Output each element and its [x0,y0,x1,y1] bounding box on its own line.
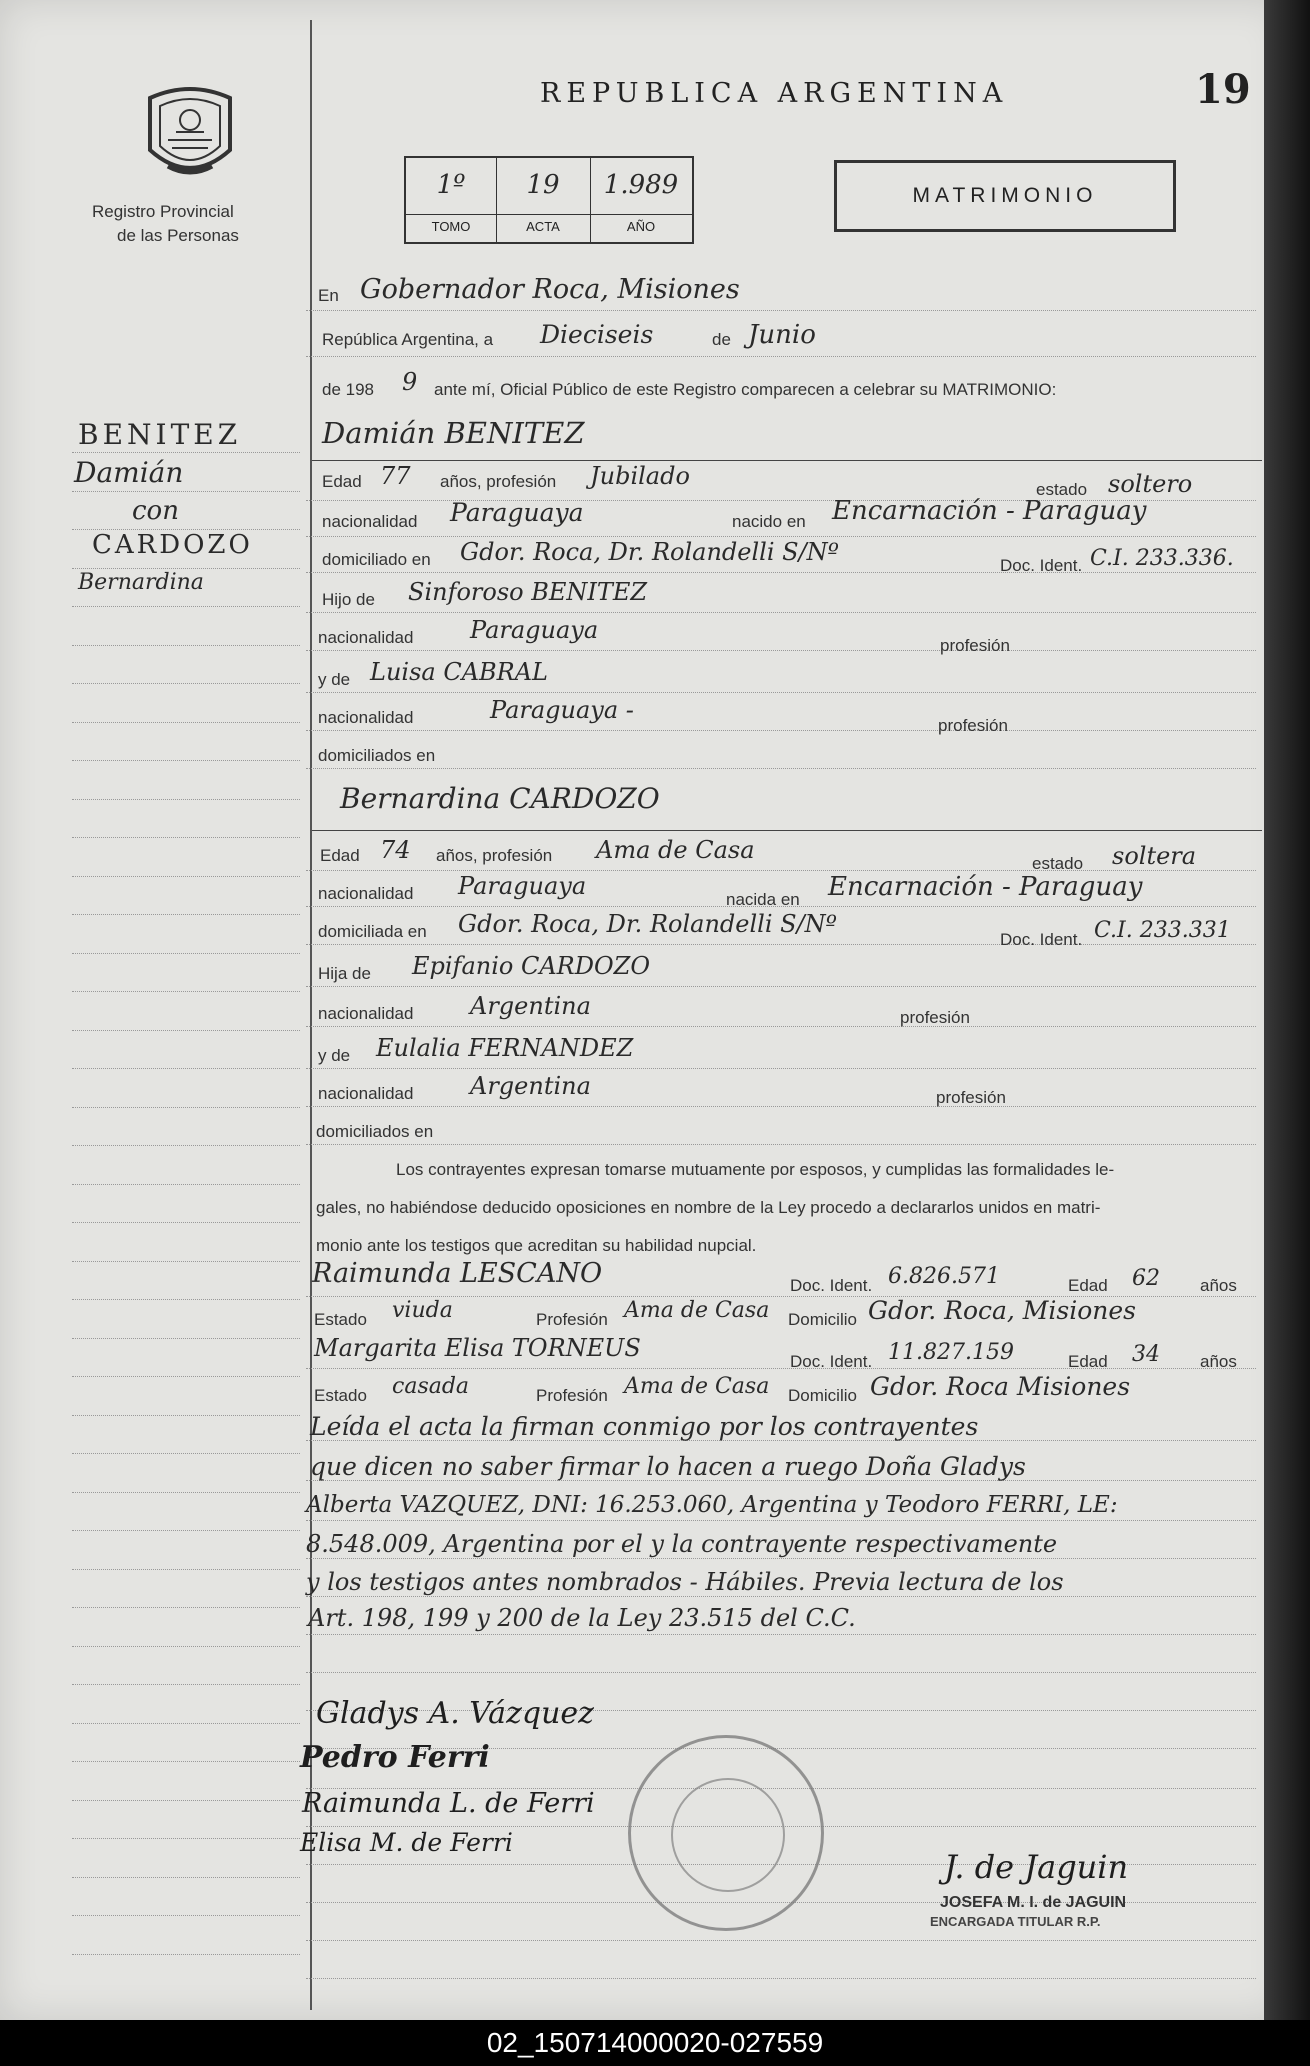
main-rule [306,1940,1256,1941]
witness1-profesion-label: Profesión [536,1310,608,1329]
groom-mother-nac: Paraguaya - [490,696,634,724]
witness2-doc: 11.827.159 [888,1340,1014,1365]
main-rule [306,1026,1256,1027]
witness2-name: Margarita Elisa TORNEUS [314,1334,641,1362]
bride-father: Epifanio CARDOZO [412,952,650,980]
bride-father-nac: Argentina [470,992,591,1020]
groom-nacido-label: nacido en [732,512,806,531]
groom-edad: 77 [380,462,411,490]
bride-domicilio-label: domiciliada en [318,922,427,941]
bride-nacionalidad: Paraguaya [458,872,587,900]
place-value: Gobernador Roca, Misiones [360,274,740,305]
year-cell [590,158,692,242]
bride-doc-label: Doc. Ident. [1000,930,1083,949]
groom-nac-label: nacionalidad [322,512,418,531]
bride-nacida: Encarnación - Paraguay [828,872,1143,902]
margin-rule [72,683,300,684]
tomo-value: 1º [436,170,466,200]
witness1-domicilio-label: Domicilio [788,1310,857,1329]
tomo-label: TOMO [406,214,496,234]
witness2-domicilio-label: Domicilio [788,1386,857,1405]
witness1-edad-label: Edad [1068,1276,1108,1295]
groom-doc-label: Doc. Ident. [1000,556,1083,575]
witness2-profesion-label: Profesión [536,1386,608,1405]
witness1-doc-label: Doc. Ident. [790,1276,873,1295]
official-name: JOSEFA M. I. de JAGUIN [940,1894,1127,1911]
groom-estado: soltero [1108,470,1193,498]
bride-domiciliados-label: domiciliados en [316,1122,434,1141]
en-label: En [318,286,339,305]
margin-rule [72,1684,300,1685]
bride-profesion-label: años, profesión [436,846,553,865]
margin-rule [72,1184,300,1185]
main-rule [306,1144,1256,1145]
groom-edad-label: Edad [322,472,362,491]
witness2-anos-label: años [1200,1352,1237,1371]
country-title: REPUBLICA ARGENTINA [540,78,1009,109]
groom-nacido: Encarnación - Paraguay [832,496,1147,526]
bride-profesion: Ama de Casa [596,836,755,864]
main-rule [306,356,1256,357]
margin-rule [72,1723,300,1724]
witness1-estado: viuda [392,1298,453,1323]
notes-line2: que dicen no saber firmar lo hacen a ruego Doña Gladys [310,1452,1026,1481]
notes-line1: Leída el acta la firman conmigo por los contrayentes [310,1412,979,1441]
witness2-profesion: Ama de Casa [624,1374,770,1399]
margin-rule [72,1530,300,1531]
month-value: Junio [748,320,816,350]
acta-label: ACTA [496,214,590,234]
bride-separator [312,830,1262,831]
bride-edad: 74 [380,836,411,864]
main-rule [306,572,1256,573]
margin-rule [72,1107,300,1108]
notes-line4: 8.548.009, Argentina por el y la contrayente respectivamente [306,1530,1058,1558]
margin-bride-name: Bernardina [78,570,204,595]
main-rule [306,944,1256,945]
main-rule [306,1634,1256,1635]
margin-rule [72,491,300,492]
margin-rule [72,1877,300,1878]
margin-rule [72,1954,300,1955]
margin-rule [72,1800,300,1801]
bride-father-prof-label: profesión [900,1008,970,1027]
groom-domicilio-label: domiciliado en [322,550,431,569]
margin-rule [72,914,300,915]
groom-separator [312,460,1262,461]
margin-rule [72,568,300,569]
official-stamp [628,1735,824,1931]
groom-profesion-label: años, profesión [440,472,557,491]
declaration-line1: Los contrayentes expresan tomarse mutuamente por esposos, y cumplidas las formalidades le- [396,1160,1115,1179]
province-seal-icon [140,80,240,188]
margin-rule [72,760,300,761]
bride-nac-label: nacionalidad [318,884,414,903]
margin-groom-name: Damián [74,456,184,489]
main-rule [306,612,1256,613]
witness1-name: Raimunda LESCANO [312,1258,603,1289]
witness1-estado-label: Estado [314,1310,367,1329]
witness1-profesion: Ama de Casa [624,1298,770,1323]
year-digit: 9 [402,368,418,396]
bride-mother-nac: Argentina [470,1072,591,1100]
acta-cell [496,158,591,242]
acta-value: 19 [526,170,560,200]
margin-rule [72,1415,300,1416]
record-type-box: MATRIMONIO [834,160,1176,232]
margin-rule [72,991,300,992]
groom-mother-prof-label: profesión [938,716,1008,735]
margin-rule [72,1068,300,1069]
groom-father-nac: Paraguaya [470,616,599,644]
margin-bride-surname: CARDOZO [92,530,253,560]
margin-rule [72,1030,300,1031]
margin-separator [310,20,312,2010]
margin-rule [72,1222,300,1223]
bride-doc: C.I. 233.331 [1094,918,1231,943]
intro-statement: ante mí, Oficial Público de este Registro comparecen a celebrar su MATRIMONIO: [434,380,1057,399]
main-rule [306,1558,1256,1559]
witness2-edad: 34 [1132,1342,1160,1367]
witness1-doc: 6.826.571 [888,1264,1000,1289]
witness2-estado-label: Estado [314,1386,367,1405]
margin-rule [72,1145,300,1146]
bride-mother-nac-label: nacionalidad [318,1084,414,1103]
main-rule [306,1978,1256,1979]
main-rule [306,650,1256,651]
groom-mother: Luisa CABRAL [370,658,548,686]
groom-mother-label: y de [318,670,351,689]
notes-line3: Alberta VAZQUEZ, DNI: 16.253.060, Argentina y Teodoro FERRI, LE: [306,1492,1118,1518]
margin-rule [72,1492,300,1493]
bride-mother-prof-label: profesión [936,1088,1006,1107]
margin-rule [72,1569,300,1570]
registry-name-line1: Registro Provincial [92,202,234,221]
margin-groom-surname: BENITEZ [78,418,242,451]
witness1-domicilio: Gdor. Roca, Misiones [868,1296,1136,1325]
signature-raimunda: Raimunda L. de Ferri [302,1788,595,1819]
margin-rule [72,1838,300,1839]
main-rule [306,1672,1256,1673]
year-label: AÑO [590,214,692,234]
margin-rule [72,1453,300,1454]
main-rule [306,986,1256,987]
stamp-center [671,1778,785,1892]
bride-estado-label: estado [1032,854,1084,873]
groom-mother-nac-label: nacionalidad [318,708,414,727]
groom-doc: C.I. 233.336. [1090,546,1234,571]
declaration-line2: gales, no habiéndose deducido oposiciones en nombre de la Ley procedo a declararlos unidos en matri- [316,1198,1101,1217]
official-title: ENCARGADA TITULAR R.P. [930,1914,1101,1929]
margin-rule [72,837,300,838]
bride-father-nac-label: nacionalidad [318,1004,414,1023]
main-rule [306,1596,1256,1597]
margin-con: con [132,496,179,526]
act-reference-box [404,156,694,244]
bride-mother: Eulalia FERNANDEZ [376,1034,634,1062]
margin-rule [72,452,300,453]
signature-pedro-ferri: Pedro Ferri [300,1740,490,1775]
groom-estado-label: estado [1036,480,1088,499]
registry-name-line2: de las Personas [117,226,239,245]
margin-rule [72,722,300,723]
groom-domicilio: Gdor. Roca, Dr. Rolandelli S/Nº [460,538,839,566]
signature-elisa: Elisa M. de Ferri [300,1828,513,1857]
margin-rule [72,1376,300,1377]
image-id-footer: 02_150714000020-027559 [0,2020,1310,2066]
notes-line5: y los testigos antes nombrados - Hábiles. Previa lectura de los [306,1568,1064,1596]
bride-nacida-label: nacida en [726,890,800,909]
main-rule [306,1520,1256,1521]
groom-profesion: Jubilado [590,462,690,490]
main-rule [306,730,1256,731]
margin-rule [72,799,300,800]
margin-rule [72,1338,300,1339]
margin-rule [72,1646,300,1647]
margin-rule [72,529,300,530]
groom-father-nac-label: nacionalidad [318,628,414,647]
margin-rule [72,1915,300,1916]
official-signature: J. de Jaguin [944,1848,1129,1886]
republica-label: República Argentina, a [322,330,494,349]
witness2-estado: casada [392,1374,470,1399]
main-rule [306,870,1256,871]
groom-father-label: Hijo de [322,590,375,609]
margin-rule [72,1607,300,1608]
margin-rule [72,876,300,877]
main-rule [306,1368,1256,1369]
witness2-domicilio: Gdor. Roca Misiones [870,1372,1131,1401]
book-spine [1264,0,1310,2020]
main-rule [306,1068,1256,1069]
witness2-doc-label: Doc. Ident. [790,1352,873,1371]
groom-name: Damián BENITEZ [322,416,585,450]
main-rule [306,536,1256,537]
groom-father-prof-label: profesión [940,636,1010,655]
groom-father: Sinforoso BENITEZ [408,578,648,606]
groom-nacionalidad: Paraguaya [450,498,584,527]
margin-rule [72,606,300,607]
declaration-line3: monio ante los testigos que acreditan su habilidad nupcial. [316,1236,757,1255]
bride-domicilio: Gdor. Roca, Dr. Rolandelli S/Nº [458,910,837,938]
notes-line6: Art. 198, 199 y 200 de la Ley 23.515 del C.C. [308,1604,856,1632]
margin-rule [72,1299,300,1300]
witness1-anos-label: años [1200,1276,1237,1295]
margin-rule [72,1761,300,1762]
margin-rule [72,645,300,646]
witness2-edad-label: Edad [1068,1352,1108,1371]
page-number: 19 [1195,66,1251,113]
bride-father-label: Hija de [318,964,371,983]
day-value: Dieciseis [540,320,654,349]
bride-estado: soltera [1112,842,1197,870]
year-prefix: de 198 [322,380,374,399]
bride-mother-label: y de [318,1046,351,1065]
tomo-cell [406,158,497,242]
main-rule [306,1106,1256,1107]
margin-rule [72,1261,300,1262]
de-label: de [712,330,731,349]
main-rule [306,692,1256,693]
witness1-edad: 62 [1132,1266,1160,1291]
signature-gladys-vazquez: Gladys A. Vázquez [316,1696,594,1731]
bride-name: Bernardina CARDOZO [340,782,660,815]
year-value: 1.989 [603,170,679,200]
bride-edad-label: Edad [320,846,360,865]
main-rule [306,310,1256,311]
margin-rule [72,953,300,954]
groom-domiciliados-label: domiciliados en [318,746,436,765]
main-rule [306,768,1256,769]
